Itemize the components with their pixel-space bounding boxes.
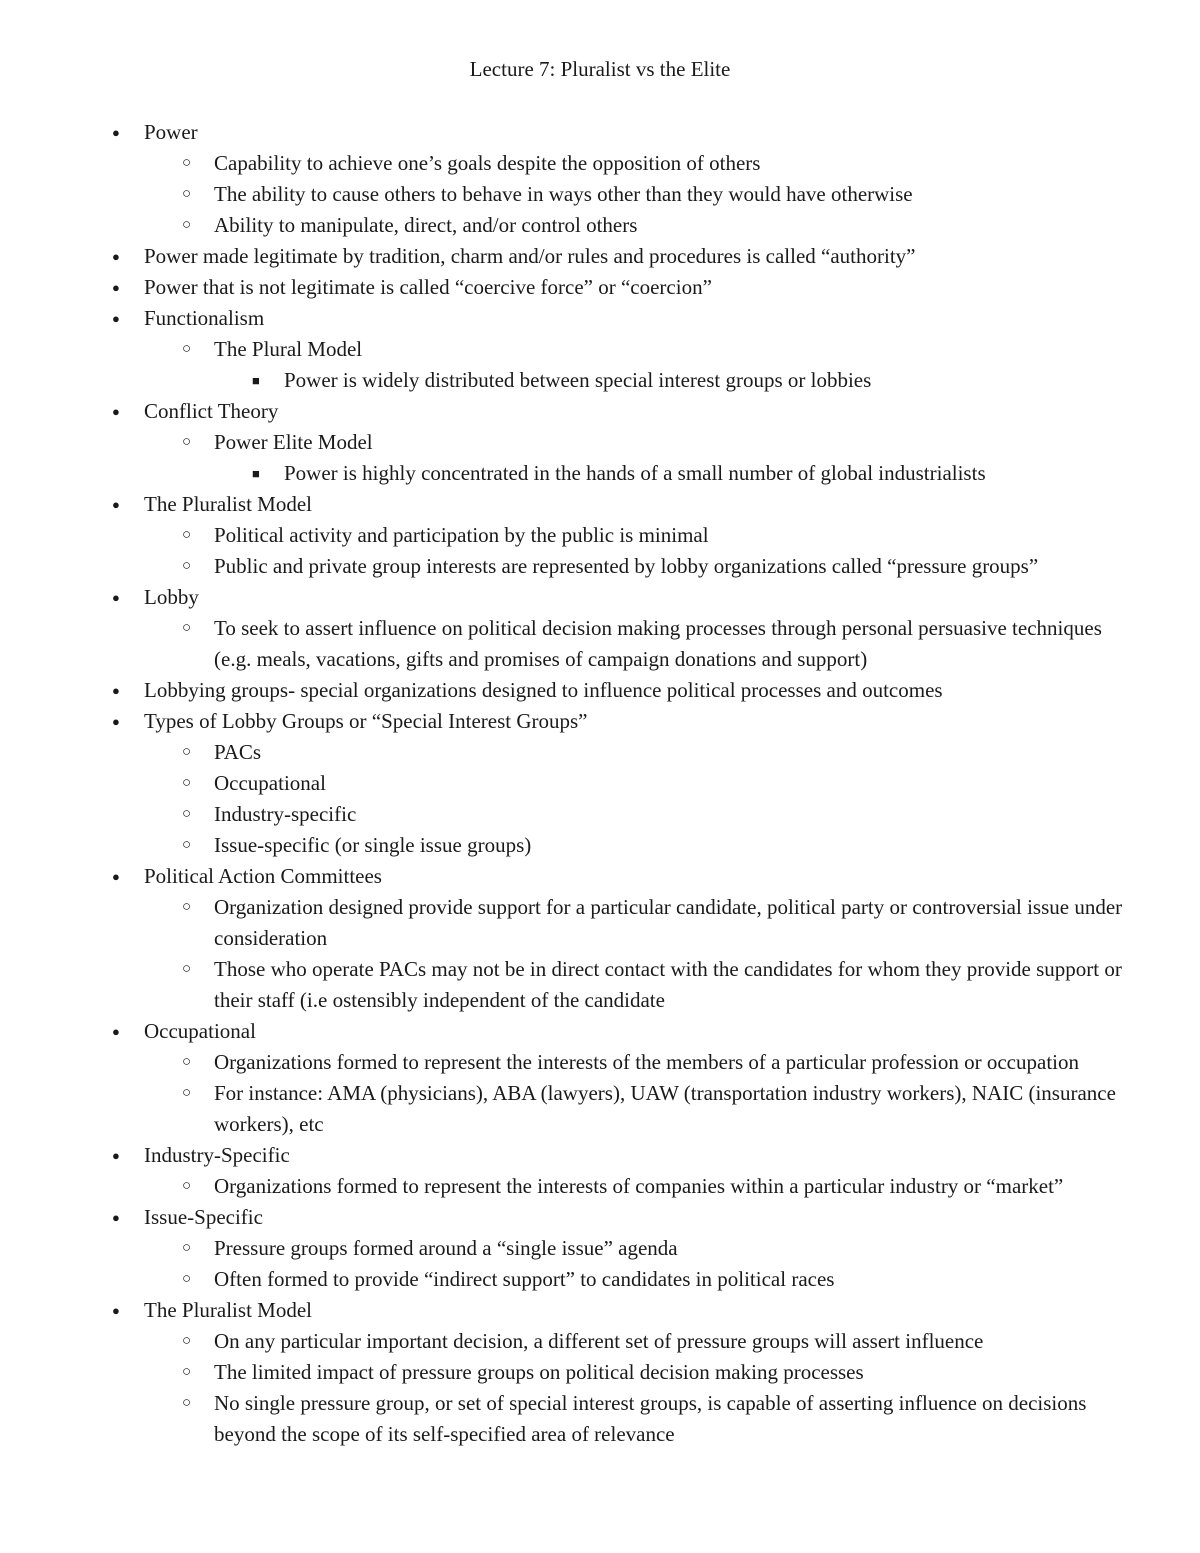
- sub-bullet-item: [0, 1326, 1200, 1357]
- hollow-circle-bullet-icon: [182, 1357, 191, 1388]
- sub-bullet-item: [0, 1171, 1200, 1202]
- filled-circle-bullet-icon: [112, 582, 120, 614]
- bullet-text: Power made legitimate by tradition, charm and/or rules and procedures is called “authority”: [144, 244, 916, 268]
- sub-bullet-item: [0, 1047, 1200, 1078]
- page-title: Lecture 7: Pluralist vs the Elite: [469, 57, 731, 81]
- bullet-text: Industry-specific: [214, 802, 357, 826]
- bullet-text: The ability to cause others to behave in ways other than they would have otherwise: [214, 182, 913, 206]
- bullet-text: Types of Lobby Groups or “Special Interest Groups”: [144, 709, 588, 733]
- bullet-item: [0, 675, 1200, 706]
- bullet-item: [0, 861, 1200, 892]
- bullet-item: [0, 303, 1200, 334]
- sub-bullet-item: [0, 334, 1200, 365]
- hollow-circle-bullet-icon: [182, 1233, 191, 1264]
- hollow-circle-bullet-icon: [182, 1264, 191, 1295]
- bullet-item: [0, 1202, 1200, 1233]
- filled-circle-bullet-icon: [112, 1295, 120, 1327]
- bullet-text: Power: [144, 120, 198, 144]
- sub-bullet-item: [0, 520, 1200, 551]
- filled-circle-bullet-icon: [112, 241, 120, 273]
- bullet-text: Political Action Committees: [144, 864, 382, 888]
- hollow-circle-bullet-icon: [182, 1388, 191, 1419]
- hollow-circle-bullet-icon: [182, 954, 191, 985]
- hollow-circle-bullet-icon: [182, 799, 191, 830]
- bullet-text: Pressure groups formed around a “single issue” agenda: [214, 1236, 678, 1260]
- bullet-item: [0, 489, 1200, 520]
- sub-bullet-item: [0, 427, 1200, 458]
- bullet-text: Power is widely distributed between special interest groups or lobbies: [284, 368, 872, 392]
- sub-bullet-item: [0, 210, 1200, 241]
- sub-bullet-item: [0, 179, 1200, 210]
- bullet-text: Those who operate PACs may not be in direct contact with the candidates for whom they provide support or their staff (i.e ostensibly independent of the candidate: [214, 957, 1122, 1012]
- bullet-text: Conflict Theory: [144, 399, 279, 423]
- filled-circle-bullet-icon: [112, 861, 120, 893]
- bullet-text: Organizations formed to represent the interests of companies within a particular industry or “market”: [214, 1174, 1064, 1198]
- bullet-text: Lobby: [144, 585, 199, 609]
- bullet-text: Occupational: [214, 771, 326, 795]
- bullet-text: Public and private group interests are represented by lobby organizations called “pressure groups”: [214, 554, 1039, 578]
- bullet-text: No single pressure group, or set of special interest groups, is capable of asserting influence on decisions beyond the scope of its self-specified area of relevance: [214, 1391, 1087, 1446]
- bullet-text: Power is highly concentrated in the hands of a small number of global industrialists: [284, 461, 986, 485]
- bullet-text: Industry-Specific: [144, 1143, 290, 1167]
- bullet-text: Issue-Specific: [144, 1205, 263, 1229]
- hollow-circle-bullet-icon: [182, 148, 191, 179]
- sub-bullet-item: [0, 768, 1200, 799]
- sub-bullet-item: [0, 892, 1200, 954]
- hollow-circle-bullet-icon: [182, 334, 191, 365]
- sub-bullet-item: [0, 954, 1200, 1016]
- hollow-circle-bullet-icon: [182, 1171, 191, 1202]
- bullet-text: The Pluralist Model: [144, 1298, 312, 1322]
- filled-circle-bullet-icon: [112, 489, 120, 521]
- bullet-item: [0, 1295, 1200, 1326]
- bullet-item: [0, 1016, 1200, 1047]
- bullet-text: Issue-specific (or single issue groups): [214, 833, 532, 857]
- filled-square-bullet-icon: [252, 365, 260, 397]
- filled-circle-bullet-icon: [112, 706, 120, 738]
- hollow-circle-bullet-icon: [182, 1326, 191, 1357]
- bullet-outline: [0, 117, 1200, 1450]
- hollow-circle-bullet-icon: [182, 427, 191, 458]
- sub-bullet-item: [0, 613, 1200, 675]
- bullet-text: For instance: AMA (physicians), ABA (lawyers), UAW (transportation industry workers), NAIC (insurance workers), etc: [214, 1081, 1116, 1136]
- sub-sub-bullet-item: [0, 458, 1200, 489]
- bullet-item: [0, 1140, 1200, 1171]
- sub-bullet-item: [0, 830, 1200, 861]
- bullet-text: The Plural Model: [214, 337, 363, 361]
- bullet-text: Functionalism: [144, 306, 265, 330]
- filled-circle-bullet-icon: [112, 1140, 120, 1172]
- bullet-text: The Pluralist Model: [144, 492, 312, 516]
- filled-circle-bullet-icon: [112, 303, 120, 335]
- bullet-item: [0, 272, 1200, 303]
- bullet-text: Capability to achieve one’s goals despite the opposition of others: [214, 151, 761, 175]
- bullet-item: [0, 396, 1200, 427]
- bullet-item: [0, 706, 1200, 737]
- bullet-text: Ability to manipulate, direct, and/or control others: [214, 213, 638, 237]
- bullet-text: Lobbying groups- special organizations designed to influence political processes and outcomes: [144, 678, 943, 702]
- hollow-circle-bullet-icon: [182, 768, 191, 799]
- sub-bullet-item: [0, 148, 1200, 179]
- sub-sub-bullet-item: [0, 365, 1200, 396]
- filled-square-bullet-icon: [252, 458, 260, 490]
- bullet-text: PACs: [214, 740, 262, 764]
- hollow-circle-bullet-icon: [182, 520, 191, 551]
- bullet-text: On any particular important decision, a different set of pressure groups will assert influence: [214, 1329, 984, 1353]
- bullet-text: Organizations formed to represent the interests of the members of a particular profession or occupation: [214, 1050, 1079, 1074]
- filled-circle-bullet-icon: [112, 1202, 120, 1234]
- bullet-text: Often formed to provide “indirect support” to candidates in political races: [214, 1267, 835, 1291]
- sub-bullet-item: [0, 737, 1200, 768]
- bullet-item: [0, 582, 1200, 613]
- sub-bullet-item: [0, 551, 1200, 582]
- hollow-circle-bullet-icon: [182, 737, 191, 768]
- hollow-circle-bullet-icon: [182, 179, 191, 210]
- sub-bullet-item: [0, 1264, 1200, 1295]
- sub-bullet-item: [0, 1078, 1200, 1140]
- bullet-text: Power that is not legitimate is called “coercive force” or “coercion”: [144, 275, 712, 299]
- sub-bullet-item: [0, 1357, 1200, 1388]
- hollow-circle-bullet-icon: [182, 830, 191, 861]
- filled-circle-bullet-icon: [112, 1016, 120, 1048]
- hollow-circle-bullet-icon: [182, 892, 191, 923]
- filled-circle-bullet-icon: [112, 396, 120, 428]
- filled-circle-bullet-icon: [112, 117, 120, 149]
- bullet-text: Occupational: [144, 1019, 256, 1043]
- bullet-text: Organization designed provide support for a particular candidate, political party or controversial issue under consideration: [214, 895, 1123, 950]
- sub-bullet-item: [0, 1388, 1200, 1450]
- hollow-circle-bullet-icon: [182, 1047, 191, 1078]
- filled-circle-bullet-icon: [112, 272, 120, 304]
- bullet-text: The limited impact of pressure groups on political decision making processes: [214, 1360, 864, 1384]
- hollow-circle-bullet-icon: [182, 1078, 191, 1109]
- sub-bullet-item: [0, 799, 1200, 830]
- hollow-circle-bullet-icon: [182, 613, 191, 644]
- hollow-circle-bullet-icon: [182, 210, 191, 241]
- bullet-item: [0, 117, 1200, 148]
- bullet-text: Power Elite Model: [214, 430, 373, 454]
- bullet-item: [0, 241, 1200, 272]
- sub-bullet-item: [0, 1233, 1200, 1264]
- bullet-text: To seek to assert influence on political decision making processes through personal persuasive techniques (e.g. meals, vacations, gifts and promises of campaign donations and support): [214, 616, 1102, 671]
- hollow-circle-bullet-icon: [182, 551, 191, 582]
- filled-circle-bullet-icon: [112, 675, 120, 707]
- bullet-text: Political activity and participation by the public is minimal: [214, 523, 709, 547]
